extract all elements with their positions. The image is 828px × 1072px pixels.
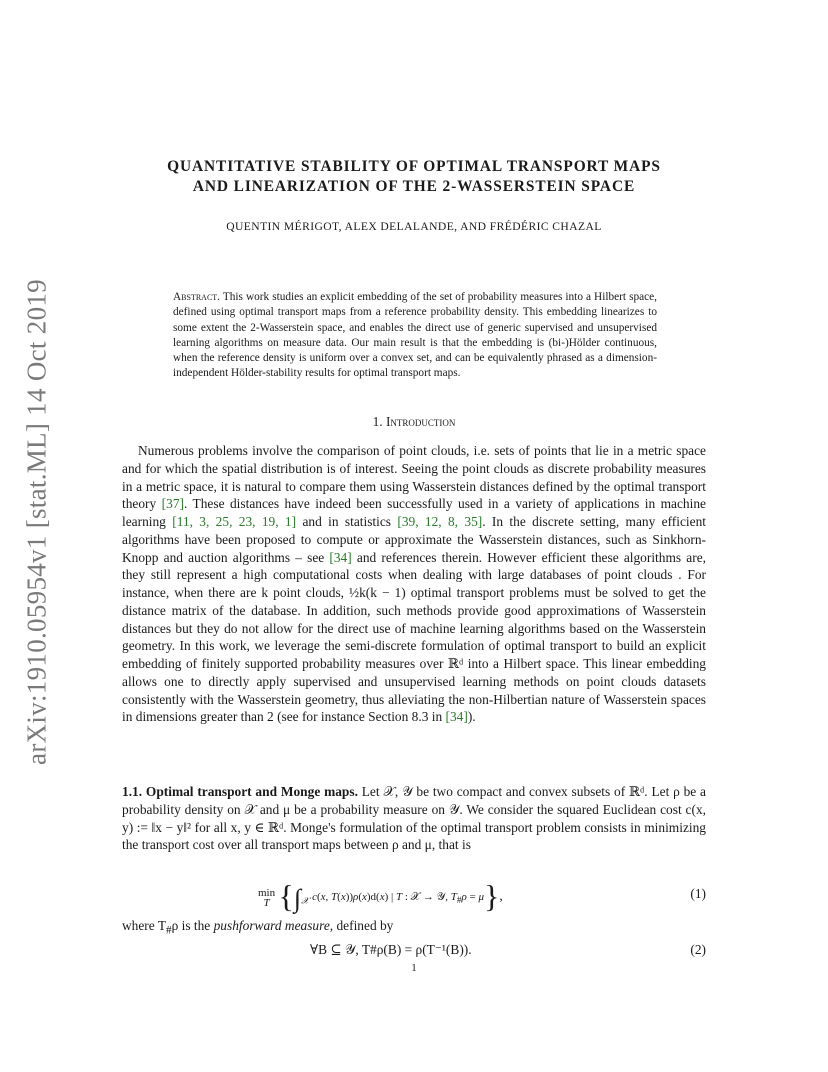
equation-2: ∀B ⊆ 𝒴, T#ρ(B) = ρ(T⁻¹(B)). (2) xyxy=(310,942,706,957)
citation-link[interactable]: [34] xyxy=(445,709,468,725)
subsection-heading: 1.1. Optimal transport and Monge maps. xyxy=(122,784,358,799)
equation-1: min T {$\int_𝒳$ c(x, T(x))ρ(x)d(x) | T : 𝒳 → 𝒴, $T_{\#}\rho = \mu$}, (1) xyxy=(258,878,706,914)
citation-link[interactable]: [34] xyxy=(329,549,352,565)
equation-description: where $T_{\#}\rho$ is the pushforward measure, defined by xyxy=(122,918,394,937)
equation-number: (1) xyxy=(690,886,706,901)
citation-link[interactable]: [11, 3, 25, 23, 19, 1] xyxy=(172,514,297,529)
subsection-paragraph: 1.1. Optimal transport and Monge maps. Let 𝒳, 𝒴 be two compact and convex subsets of ℝᵈ. Let ρ be a probability density on 𝒳 and μ be a probability measure on 𝒴. We consider the squared Euclidean cost c(x, y) := ‖x − y‖² for all x, y ∈ ℝᵈ. Monge's formulation of the optimal transport problem consists in minimizing the transport cost over all transport maps between ρ and μ, that is xyxy=(122,784,706,853)
paper-title xyxy=(120,157,708,197)
abstract xyxy=(173,290,657,382)
abstract-text: This work studies an explicit embedding of the set of probability measures into a Hilbert space, defined using optimal transport maps from a reference probability density. This embedding linearizes to some extent the 2-Wasserstein space, and enables the direct use of generic supervised and unsupervised learning algorithms on measure data. Our main result is that the embedding is (bi-)Hölder continuous, when the reference density is uniform over a convex set, and can be equivalently phrased as a dimension-independent Hölder-stability results for optimal transport maps. xyxy=(173,291,657,380)
abstract-label: Abstract. xyxy=(173,291,220,303)
equation-number: (2) xyxy=(690,942,706,957)
arxiv-identifier: arXiv:1910.05954v1 [stat.ML] 14 Oct 2019 xyxy=(21,279,52,765)
intro-paragraph: Numerous problems involve the comparison of point clouds, i.e. sets of points that lie in a metric space and for which the spatial distribution is of interest. Seeing the point clouds as discrete probability measures in a metric space, it is natural to compare them using Wasserstein distances defined by the optimal transport theory [37]. These distances have indeed been successfully used in a variety of applications in machine learning [11, 3, 25, 23, 19, 1] and in statistics [39, 12, 8, 35]. In the discrete setting, many efficient algorithms have been proposed to compute or approximate the Wasserstein distances, such as Sinkhorn-Knopp and auction algorithms – see [34] and references therein. However efficient these algorithms are, they still represent a high computational costs when dealing with large databases of point clouds . For instance, when there are k point clouds, ½k(k − 1) optimal transport problems must be solved to get the distance matrix of the database. In addition, such methods provide good approximations of Wasserstein distances but they do not allow for the direct use of machine learning algorithms based on the Wasserstein geometry. In this work, we leverage the semi-discrete formulation of optimal transport to build an explicit embedding of finitely supported probability measures over ℝᵈ into a Hilbert space. This linear embedding allows one to directly apply supervised and unsupervised learning methods on point clouds datasets consistently with the Wasserstein geometry, thus alleviating the non-Hilbertian nature of Wasserstein spaces in dimensions greater than 2 (see for instance Section 8.3 in [34]). xyxy=(122,443,706,725)
title-line-1: QUANTITATIVE STABILITY OF OPTIMAL TRANSPORT MAPS xyxy=(167,158,661,175)
citation-link[interactable]: [39, 12, 8, 35] xyxy=(397,514,483,529)
section-heading: 1. Introduction xyxy=(372,414,456,429)
citation-link[interactable]: [37] xyxy=(161,496,184,512)
title-line-2: AND LINEARIZATION OF THE 2-WASSERSTEIN SPACE xyxy=(192,178,636,195)
authors: QUENTIN MÉRIGOT, ALEX DELALANDE, AND FRÉDÉRIC CHAZAL xyxy=(226,220,602,233)
page-number: 1 xyxy=(411,962,417,974)
